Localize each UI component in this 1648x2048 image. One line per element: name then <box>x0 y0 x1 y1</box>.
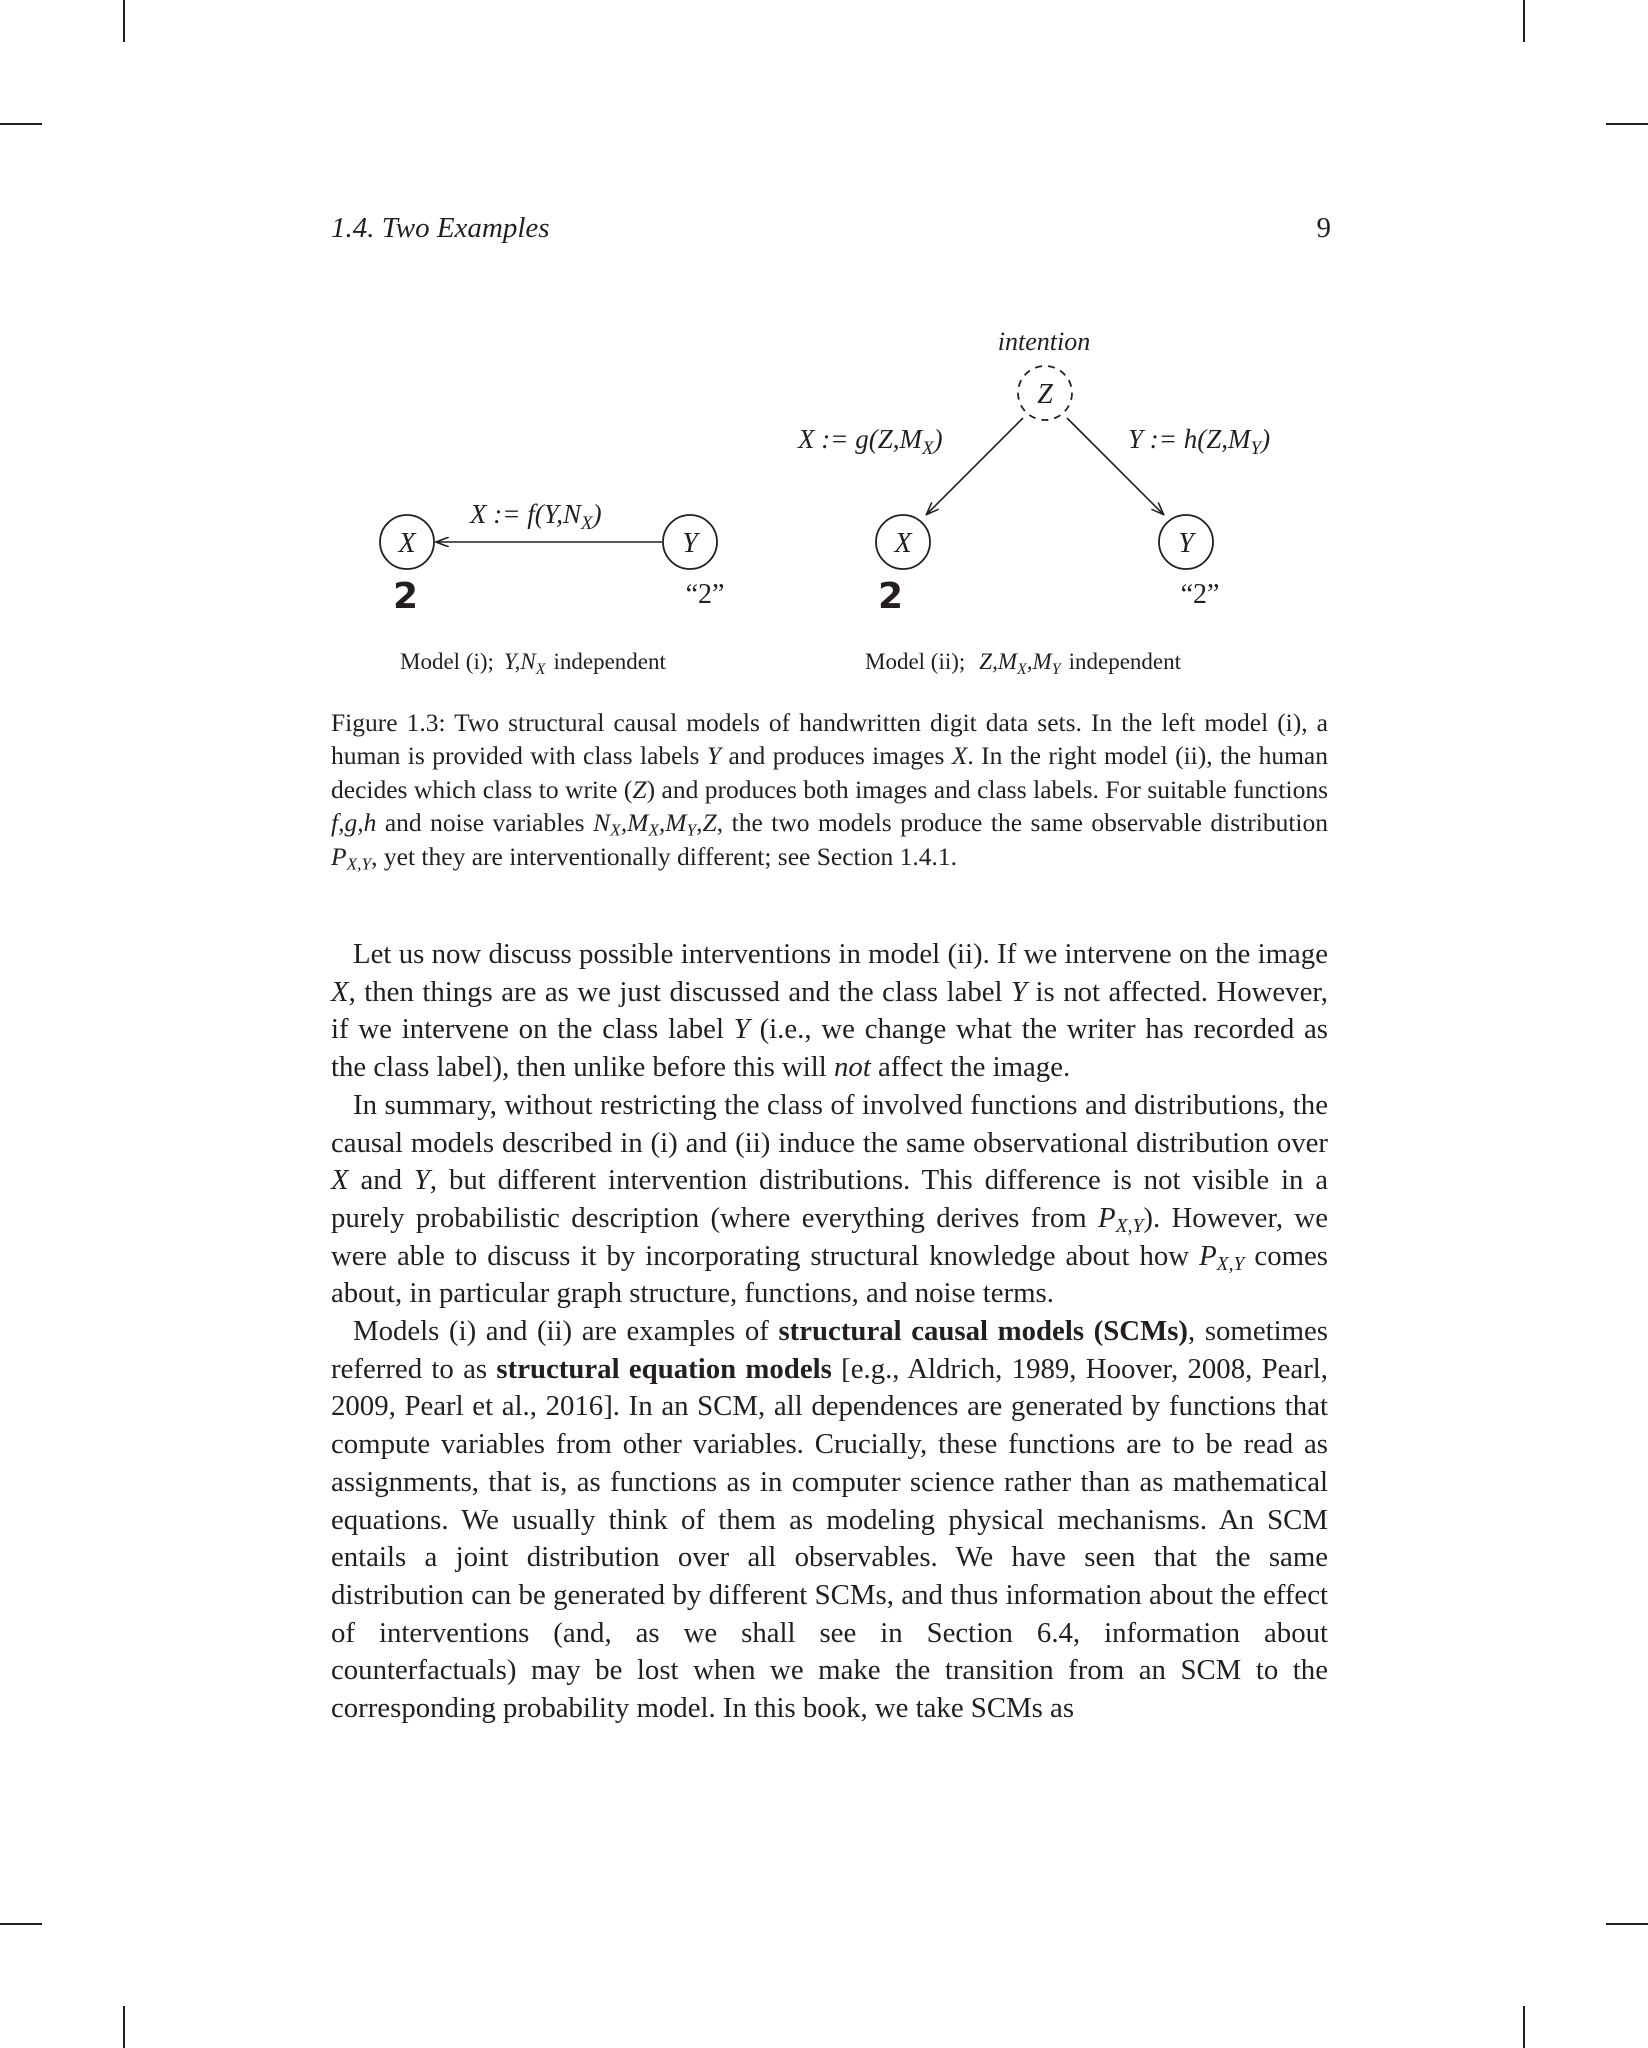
model-ii-node-z-label: Z <box>1037 379 1053 410</box>
page-number: 9 <box>1316 212 1331 244</box>
model-i-sublabel: Model (i); $Y,N_X$ independent <box>400 649 666 678</box>
model-i-node-x-label: X <box>398 528 416 559</box>
paragraph: Models (i) and (ii) are examples of structural causal models (SCMs), sometimes referred to as structural equation models [e.g., Aldrich, 1989, Hoover, 2008, Pearl, 2009, Pearl et al., 2016]. In an SCM, all dependences are generated by functions that compute variables from other variables. Crucially, these functions are to be read as assignments, that is, as functions as in computer science rather than as mathematical equations. We usually think of them as modeling physical mechanisms. An SCM entails a joint distribution over all observables. We have seen that the same distribution can be generated by different SCMs, and thus information about the effect of interventions (and, as we shall see in Section 6.4, information about counterfactuals) may be lost when we make the transition from an SCM to the corresponding probability model. In this book, we take SCMs as <box>331 1315 1328 1725</box>
model-ii-hidden-label: intention <box>997 327 1091 356</box>
section-title: 1.4. Two Examples <box>331 212 550 244</box>
model-ii-digit-image: 2 <box>878 576 904 617</box>
model-i-quoted-label: “2” <box>685 579 725 610</box>
crop-mark <box>1523 2006 1525 2048</box>
model-i-edge-label: X := $f(Y,N_X)$ <box>470 499 602 534</box>
model-i-node-y-label: Y <box>682 528 698 559</box>
model-ii-quoted-label: “2” <box>1180 579 1220 610</box>
model-ii-node-y-label: Y <box>1178 528 1194 559</box>
paragraph: Let us now discuss possible interventions in model (ii). If we intervene on the image X, then things are as we just discussed and the class label Y is not affected. However, if we intervene on the class label Y (i.e., we change what the writer has recorded as the class label), then unlike before this will not affect the image. <box>331 938 1328 1084</box>
crop-mark <box>1606 1923 1648 1925</box>
body-text <box>331 936 1328 1728</box>
causal-model-figure <box>0 0 1648 700</box>
model-i-digit-image: 2 <box>393 576 419 617</box>
crop-mark <box>0 1923 42 1925</box>
paragraph: In summary, without restricting the class of involved functions and distributions, the causal models described in (i) and (ii) induce the same observational distribution over X and Y, but different intervention distributions. This difference is not visible in a purely probabilistic description (where everything derives from $P_{X,Y}$). However, we were able to discuss it by incorporating structural knowledge about how $P_{X,Y}$ comes about, in particular graph structure, functions, and noise terms. <box>331 1088 1328 1310</box>
crop-mark <box>123 2006 125 2048</box>
model-ii-diagram <box>797 327 1270 678</box>
model-ii-right-edge-label: Y := $h(Z,M_Y)$ <box>1128 424 1271 459</box>
figure-caption: Figure 1.3: Two structural causal models of handwritten digit data sets. In the left model (i), a human is provided with class labels Y and produces images X. In the right model (ii), the human decides which class to write (Z) and produces both images and class labels. For suitable functions f,g,h and noise variables $N_X,M_X,M_Y,Z$, the two models produce the same observable distribution $P_{X,Y}$, yet they are interventionally different; see Section 1.4.1. <box>331 708 1328 873</box>
model-ii-left-edge-label: X := $g(Z,M_X)$ <box>798 424 943 459</box>
model-ii-sublabel: Model (ii); $Z,M_X,M_Y$ independent <box>865 649 1182 678</box>
model-ii-node-x-label: X <box>894 528 912 559</box>
model-i-diagram <box>380 499 724 678</box>
